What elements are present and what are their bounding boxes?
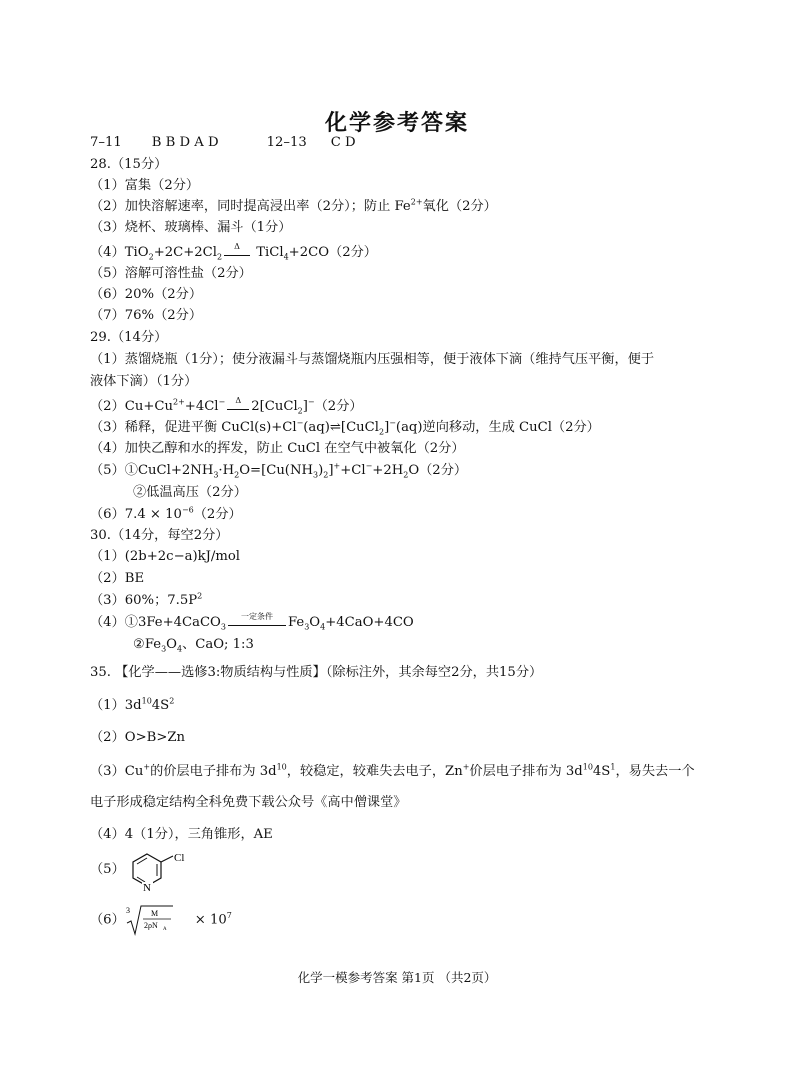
heat-arrow: Δ (225, 401, 251, 410)
q29-a3: （3）稀释，促进平衡 CuCl(s)+Cl−(aq)⇌[CuCl$_2$]−(aq)逆向移动，生成 CuCl（2分） (90, 418, 600, 437)
heat-arrow: Δ (222, 247, 252, 256)
svg-text:A: A (162, 927, 167, 932)
q28-a3: （3）烧杯、玻璃棒、漏斗（1分） (90, 220, 292, 235)
q28-a7: （7）76%（2分） (90, 308, 203, 323)
q29-head: 29.（14分） (90, 330, 168, 345)
q35-head: 35. 【化学——选修3:物质结构与性质】（除标注外，其余每空2分，共15分） (90, 665, 543, 680)
q35-a5: （5） (90, 862, 125, 877)
svg-text:3: 3 (125, 906, 130, 915)
q35-a3: （3）Cu+的价层电子排布为 $3d^{10}$，较稳定，较难失去电子，Zn+价层电子排布为 $3d^{10}4S^1$，易失去一个 (90, 762, 695, 779)
chloropyridine-structure-icon (131, 852, 201, 892)
q28-head: 28.（15分） (90, 157, 168, 172)
q30-a3: （3）60%；$7.5P^2$ (90, 591, 203, 608)
condition-arrow: 一定条件 (226, 617, 288, 626)
q30-a4b: $②Fe_3O_4$、CaO; 1:3 (133, 637, 254, 654)
q29-a1-line1: （1）蒸馏烧瓶（1分）；使分液漏斗与蒸馏烧瓶内压强相等，便于液体下滴（维持气压平衡，便于 (90, 352, 655, 367)
mc-answers (90, 134, 356, 152)
q28-a4: $(4)TiO_2+2C+2Cl_2$ Δ TiCl$_4$+2CO（2分） (90, 242, 377, 262)
q35-a2: （2）O>B>Zn (90, 730, 186, 745)
q29-a5: $(5)①CuCl+2NH_3\cdot H_2O=[Cu(NH_3)_2]^++Cl^-+2H_2O(2$分） (90, 461, 468, 480)
q35-a1: $(1)3d^{10}4S^2$ (90, 696, 175, 713)
cube-root-formula-icon (125, 903, 195, 937)
q28-a2: （2）加快溶解速率，同时提高浸出率（2分）；防止 $Fe^{2+}$氧化（2分） (90, 197, 497, 214)
q30-a4: （4）①3Fe+4CaCO$_3$ 一定条件 $Fe_3O_4+4CaO+4CO$ (90, 612, 414, 632)
q28-a1: （1）富集（2分） (90, 178, 200, 193)
q28-a5: （5）溶解可溶性盐（2分） (90, 266, 252, 281)
q35-a4: （4）4（1分），三角锥形，AE (90, 827, 273, 842)
q29-a5b: ②低温高压（2分） (133, 485, 247, 500)
mc-answers-1: B B D A D (151, 135, 219, 150)
mc-range-1: 7–11 (90, 135, 122, 150)
q29-a4: （4）加快乙醇和水的挥发，防止 CuCl 在空气中被氧化（2分） (90, 441, 465, 456)
nitrogen-label: N (143, 882, 151, 892)
q29-a1-line2: 液体下滴）（1分） (90, 374, 198, 389)
page-footer: 化学一模参考答案 第1页 （共2页） (297, 970, 497, 985)
svg-text:M: M (150, 909, 158, 918)
q35-a6: （6） 3 M 2ρN A × $10^7$ (90, 903, 232, 937)
chlorine-label: Cl (174, 852, 185, 864)
page-title: 化学参考答案 (324, 110, 469, 136)
mc-answers-2: C D (330, 135, 356, 150)
q28-a6: （6）20%（2分） (90, 287, 203, 302)
q29-a6: $(6)7.4 \times 10^{-6}(2$分） (90, 505, 242, 522)
svg-text:2ρN: 2ρN (143, 921, 158, 930)
q30-head: 30.（14分，每空2分） (90, 528, 229, 543)
q29-a2: $(2)Cu+Cu^{2+}+4Cl^-$ Δ 2[CuCl$_2$]−（2分） (90, 396, 363, 416)
q30-a2: （2）BE (90, 571, 145, 586)
mc-range-2: 12–13 (266, 135, 307, 150)
q30-a1: （1）(2b+2c−a)kJ/mol (90, 549, 241, 564)
q35-a3-line2: 电子形成稳定结构全科免费下载公众号《高中僧课堂》 (90, 795, 407, 810)
